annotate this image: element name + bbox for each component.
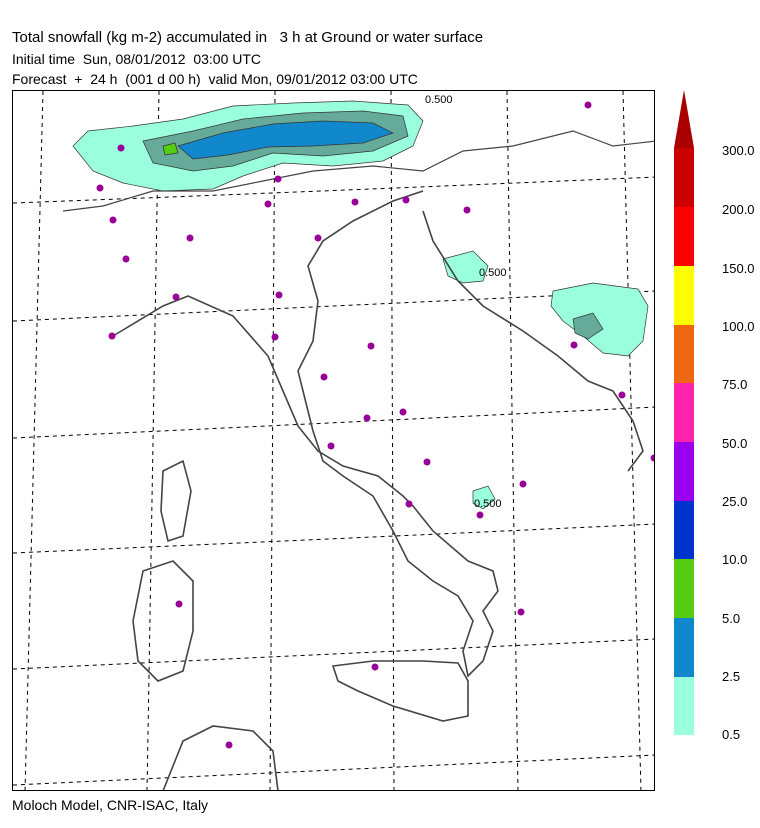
colorbar-label: 200.0: [722, 202, 755, 217]
city-markers: [97, 102, 656, 749]
map-canvas: [13, 91, 655, 791]
italy-coastline: [113, 191, 498, 676]
colorbar-label: 25.0: [722, 494, 748, 509]
colorbar-segment: [674, 559, 694, 618]
colorbar-label: 10.0: [722, 552, 748, 567]
colorbar-top-triangle: [674, 90, 694, 148]
colorbar-label: 5.0: [722, 611, 741, 626]
africa-coastline: [163, 726, 278, 791]
forecast-time: Forecast + 24 h (001 d 00 h) valid Mon, 09/01/2012 03:00 UTC: [12, 71, 418, 87]
footer-credit: Moloch Model, CNR-ISAC, Italy: [12, 797, 209, 813]
initial-time: Initial time Sun, 08/01/2012 03:00 UTC: [12, 51, 262, 67]
contour-label: 0.500: [479, 267, 507, 279]
colorbar-label: 100.0: [722, 319, 755, 334]
contour-label: 0.500: [425, 94, 453, 106]
corsica-coastline: [161, 461, 191, 541]
colorbar-label: 2.5: [722, 669, 741, 684]
snowfall-map: [12, 90, 655, 791]
colorbar-segment: [674, 266, 694, 325]
graticule: [13, 91, 655, 791]
colorbar-segment: [674, 501, 694, 559]
colorbar: [674, 90, 694, 735]
colorbar-label: 150.0: [722, 261, 755, 276]
colorbar-bottom-segment: [674, 677, 694, 735]
colorbar-segment: [674, 148, 694, 207]
contour-label: 0.500: [474, 498, 502, 510]
colorbar-segment: [674, 383, 694, 442]
colorbar-segment: [674, 618, 694, 677]
contour-labels: [425, 94, 507, 510]
colorbar-segment: [674, 442, 694, 501]
map-title: Total snowfall (kg m-2) accumulated in 3 h at Ground or water surface: [12, 29, 484, 46]
colorbar-label: 75.0: [722, 377, 748, 392]
colorbar-segment: [674, 207, 694, 266]
sicily-coastline: [333, 661, 468, 721]
coastlines: [63, 131, 655, 791]
colorbar-label: 50.0: [722, 436, 748, 451]
colorbar-label: 0.5: [722, 727, 741, 742]
colorbar-label: 300.0: [722, 143, 755, 158]
colorbar-segment: [674, 325, 694, 383]
balkan-snow-2: [551, 283, 648, 356]
